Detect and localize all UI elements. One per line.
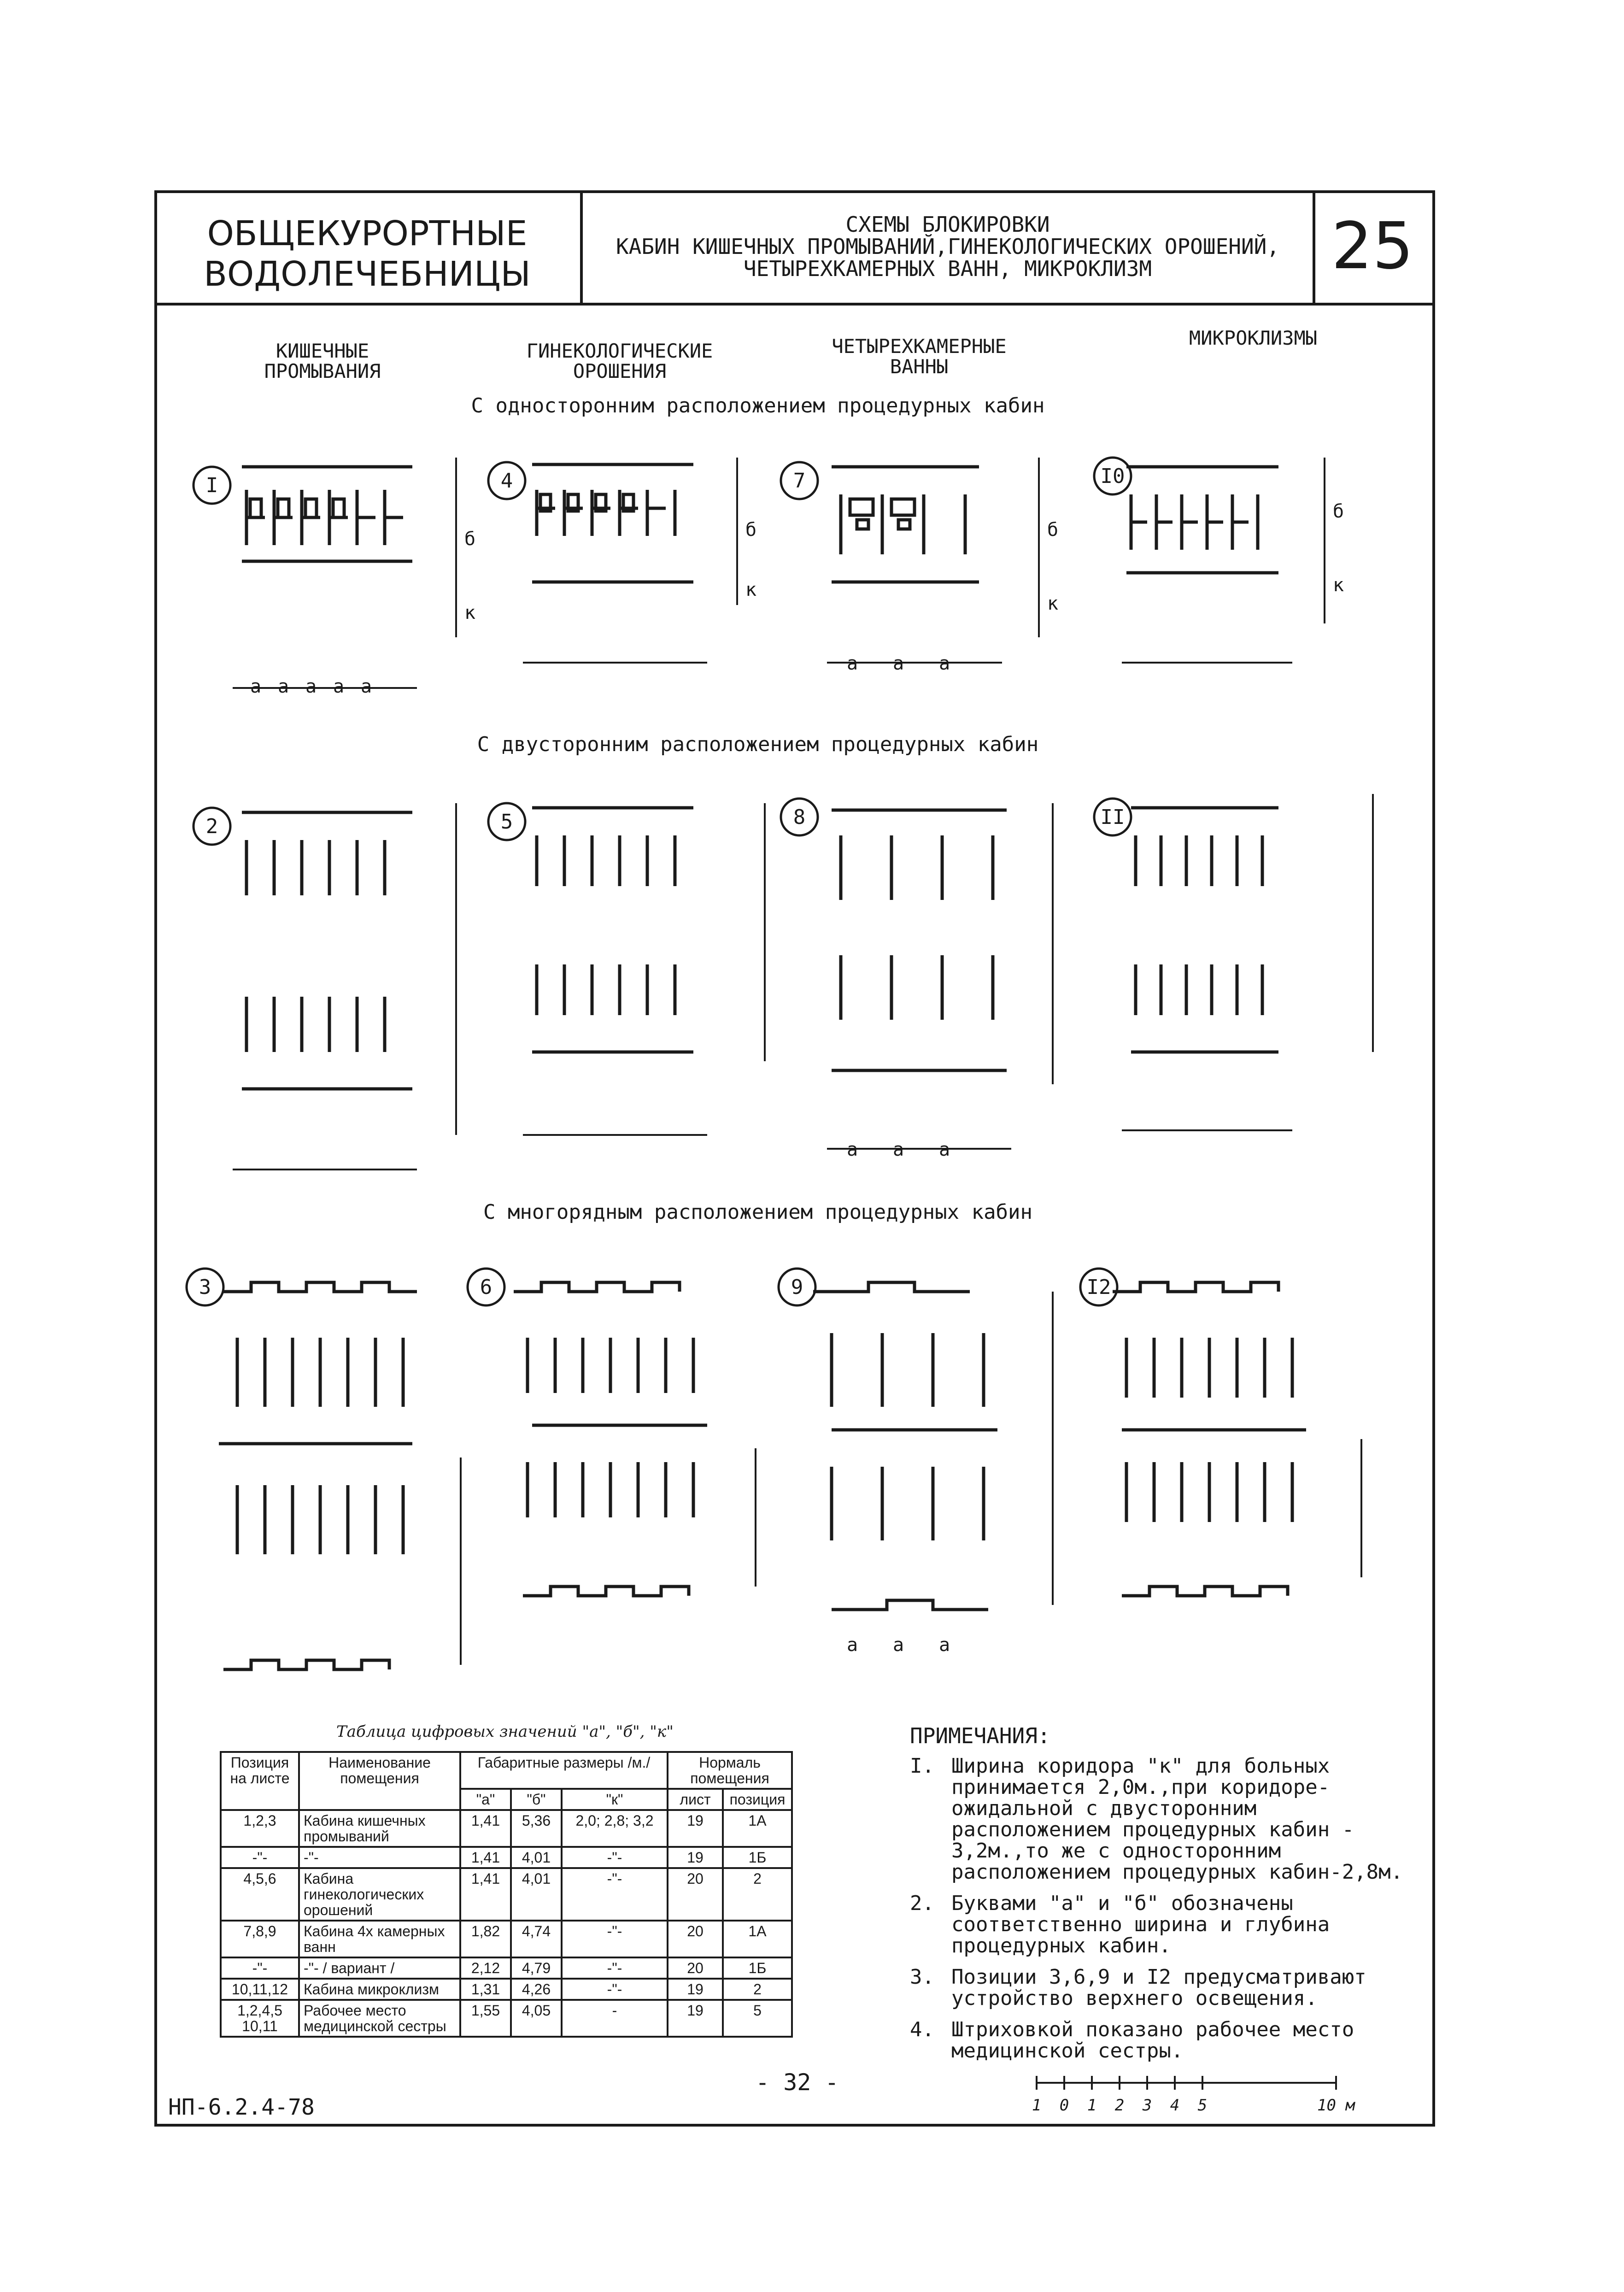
cell-sheet: 20 [668, 1868, 723, 1921]
cell-sheet: 19 [668, 2000, 723, 2037]
scale-bar [1032, 2074, 1359, 2120]
cell-pos: 10,11,12 [221, 1979, 299, 2000]
scheme-plan-5 [523, 803, 765, 1135]
col-header-k: "к" [562, 1789, 668, 1810]
note-number: 4. [910, 2018, 934, 2041]
dim-label-a: а [938, 1634, 950, 1656]
scale-label: 1 [1087, 2096, 1097, 2115]
scale-label: 0 [1059, 2096, 1069, 2115]
column-heading-1-line1: КИШЕЧНЫЕ [276, 340, 369, 362]
series-title [154, 190, 583, 303]
cell-a: 1,31 [460, 1979, 511, 2000]
dim-label-k: к [1332, 575, 1344, 596]
dim-label-a: а [277, 676, 289, 697]
cell-pos: 7,8,9 [221, 1921, 299, 1957]
cell-k: -"- [562, 1868, 668, 1921]
note-text: Штриховкой показано рабочее место медицинской сестры. [951, 2018, 1354, 2063]
scale-end-label: 10 м [1317, 2096, 1355, 2115]
title-block [154, 190, 1435, 306]
table-row [221, 1810, 792, 1847]
dim-label-a: а [846, 1139, 858, 1160]
scheme-number-2: 2 [205, 815, 218, 838]
cell-name: Кабина микроклизм [299, 1979, 460, 2000]
cell-sheet: 19 [668, 1847, 723, 1868]
note-item [910, 1756, 1426, 1883]
col-header-b: "б" [511, 1789, 562, 1810]
cell-sheet: 20 [668, 1957, 723, 1979]
table-row [221, 1868, 792, 1921]
dim-label-b: б [464, 529, 476, 550]
dim-label-k: к [464, 602, 476, 623]
cell-b: 4,01 [511, 1868, 562, 1921]
section-heading-two-sided: С двусторонним расположением процедурных кабин [477, 733, 1039, 756]
dim-label-a: а [846, 653, 858, 674]
col-header-norm: Нормаль помещения [668, 1752, 792, 1789]
scale-label: 3 [1142, 2096, 1152, 2115]
dim-label-a: а [305, 676, 317, 697]
cell-a: 1,55 [460, 2000, 511, 2037]
cell-a: 1,41 [460, 1868, 511, 1921]
cell-b: 4,05 [511, 2000, 562, 2037]
series-title-line1: ОБЩЕКУРОРТНЫЕ [207, 214, 528, 253]
cell-b: 4,01 [511, 1847, 562, 1868]
scheme-number-8: 8 [793, 805, 806, 829]
scheme-plan-9 [813, 1282, 1053, 1610]
sheet-title-line2: КАБИН КИШЕЧНЫХ ПРОМЫВАНИЙ,ГИНЕКОЛОГИЧЕСКИХ ОРОШЕНИЙ, [616, 234, 1280, 259]
scheme-number-9: 9 [791, 1275, 803, 1299]
cell-sheet: 20 [668, 1921, 723, 1957]
cell-position: 2 [723, 1979, 792, 2000]
dim-label-a: а [938, 1139, 950, 1160]
table-caption: Таблица цифровых значений "а", "б", "к" [336, 1722, 674, 1741]
table-row [221, 1847, 792, 1868]
cell-k: - [562, 2000, 668, 2037]
note-text: Ширина коридора "к" для больных принимается 2,0м.,при коридоре-ожидальной с двусторонним расположением процедурных кабин - 3,2м.,то же с односторонним расположением процедурных кабин-2,8м. [951, 1754, 1403, 1884]
cell-b: 4,74 [511, 1921, 562, 1957]
scheme-number-4: 4 [500, 469, 513, 493]
note-item [910, 2019, 1426, 2062]
scheme-number-12: I2 [1086, 1275, 1111, 1299]
cell-name: Рабочее место медицинской сестры [299, 2000, 460, 2037]
cell-sheet: 19 [668, 1979, 723, 2000]
table-row [221, 1957, 792, 1979]
column-heading-4-line1: МИКРОКЛИЗМЫ [1189, 327, 1318, 349]
cell-position: 5 [723, 2000, 792, 2037]
column-heading-2-line1: ГИНЕКОЛОГИЧЕСКИЕ [526, 340, 713, 362]
scheme-number-11: II [1100, 805, 1125, 829]
cell-k: 2,0; 2,8; 3,2 [562, 1810, 668, 1847]
scheme-plan-8 [827, 803, 1053, 1149]
scale-label: 2 [1114, 2096, 1125, 2115]
cell-position: 2 [723, 1868, 792, 1921]
column-heading-3-line1: ЧЕТЫРЕХКАМЕРНЫЕ [832, 335, 1007, 358]
cell-name: Кабина гинекологических орошений [299, 1868, 460, 1921]
column-heading-2-line2: ОРОШЕНИЯ [573, 360, 667, 382]
cell-a: 1,41 [460, 1847, 511, 1868]
col-header-name: Наименование помещения [299, 1752, 460, 1810]
cell-pos: 1,2,4,5 10,11 [221, 2000, 299, 2037]
scheme-number-5: 5 [500, 810, 513, 834]
cell-name: -"- [299, 1847, 460, 1868]
sheet-title [583, 190, 1315, 303]
sheet-title-line1: СХЕМЫ БЛОКИРОВКИ [845, 212, 1050, 237]
scheme-number-1: I [205, 474, 218, 497]
scale-label: 1 [1032, 2096, 1042, 2115]
table-row [221, 1979, 792, 2000]
dim-label-k: к [1047, 593, 1059, 614]
cell-position: 1А [723, 1810, 792, 1847]
blocking-schemes [154, 306, 1435, 1716]
cell-name: Кабина кишечных промываний [299, 1810, 460, 1847]
scheme-plan-12 [1113, 1282, 1361, 1596]
cell-name: Кабина 4х камерных ванн [299, 1921, 460, 1957]
dim-label-b: б [1332, 501, 1344, 522]
col-header-position: Позиция на листе [221, 1752, 299, 1810]
cell-b: 4,26 [511, 1979, 562, 2000]
dim-label-a: а [892, 1634, 904, 1656]
cell-a: 2,12 [460, 1957, 511, 1979]
dim-label-a: а [846, 1634, 858, 1656]
scheme-plan-6 [514, 1282, 756, 1596]
scheme-number-3: 3 [199, 1275, 211, 1299]
page-number: - 32 - [756, 2069, 839, 2096]
scheme-plan-10 [1122, 458, 1325, 663]
scheme-plan-1 [233, 458, 456, 688]
dim-label-b: б [745, 519, 757, 541]
cell-position: 1Б [723, 1957, 792, 1979]
scheme-plan-11 [1122, 794, 1373, 1130]
scheme-plan-2 [233, 803, 456, 1170]
column-heading-1-line2: ПРОМЫВАНИЯ [264, 360, 381, 382]
notes-list [910, 1756, 1426, 2072]
col-header-sheet: лист [668, 1789, 723, 1810]
note-item [910, 1967, 1426, 2009]
col-header-sizes: Габаритные размеры /м./ [460, 1752, 668, 1789]
dim-label-a: а [892, 1139, 904, 1160]
col-header-position-norm: позиция [723, 1789, 792, 1810]
cell-name: -"- / вариант / [299, 1957, 460, 1979]
scheme-number-7: 7 [793, 469, 806, 493]
cell-pos: 4,5,6 [221, 1868, 299, 1921]
series-title-line2: ВОДОЛЕЧЕБНИЦЫ [204, 254, 531, 294]
section-heading-multi-row: С многорядным расположением процедурных кабин [483, 1200, 1033, 1224]
cell-k: -"- [562, 1979, 668, 2000]
cell-k: -"- [562, 1847, 668, 1868]
dim-label-a: а [938, 653, 950, 674]
dim-label-b: б [1047, 519, 1059, 541]
cell-sheet: 19 [668, 1810, 723, 1847]
cell-a: 1,41 [460, 1810, 511, 1847]
table-row [221, 1921, 792, 1957]
dim-label-a: а [250, 676, 262, 697]
cell-k: -"- [562, 1921, 668, 1957]
dim-label-a: а [892, 653, 904, 674]
note-text: Буквами "а" и "б" обозначены соответственно ширина и глубина процедурных кабин. [951, 1892, 1330, 1957]
cell-pos: -"- [221, 1847, 299, 1868]
scheme-number-10: I0 [1100, 464, 1125, 488]
note-number: I. [910, 1754, 934, 1778]
cell-b: 4,79 [511, 1957, 562, 1979]
note-item [910, 1893, 1426, 1957]
scheme-plan-7 [827, 458, 1039, 663]
dim-label-a: а [360, 676, 372, 697]
col-header-a: "а" [460, 1789, 511, 1810]
sheet-number: 25 [1331, 209, 1414, 284]
note-text: Позиции 3,6,9 и I2 предусматривают устройство верхнего освещения. [951, 1965, 1366, 2010]
cell-k: -"- [562, 1957, 668, 1979]
cell-position: 1А [723, 1921, 792, 1957]
dim-label-k: к [745, 579, 757, 600]
cell-position: 1Б [723, 1847, 792, 1868]
sheet-title-line3: ЧЕТЫРЕХКАМЕРНЫХ ВАНН, МИКРОКЛИЗМ [743, 256, 1152, 281]
section-heading-one-sided: С односторонним расположением процедурных кабин [471, 394, 1045, 417]
scale-label: 5 [1197, 2096, 1208, 2115]
scale-label: 4 [1170, 2096, 1180, 2115]
scheme-plan-4 [523, 458, 737, 663]
cell-b: 5,36 [511, 1810, 562, 1847]
note-number: 3. [910, 1965, 934, 1989]
cell-a: 1,82 [460, 1921, 511, 1957]
values-table [220, 1751, 793, 2038]
cell-pos: 1,2,3 [221, 1810, 299, 1847]
scheme-number-6: 6 [480, 1275, 492, 1299]
dim-label-a: а [333, 676, 345, 697]
table-row [221, 2000, 792, 2037]
notes-title: ПРИМЕЧАНИЯ: [910, 1723, 1050, 1748]
column-heading-3-line2: ВАННЫ [890, 355, 949, 378]
scheme-plan-3 [219, 1282, 461, 1669]
note-number: 2. [910, 1892, 934, 1915]
cell-pos: -"- [221, 1957, 299, 1979]
document-code: НП-6.2.4-78 [168, 2094, 315, 2120]
